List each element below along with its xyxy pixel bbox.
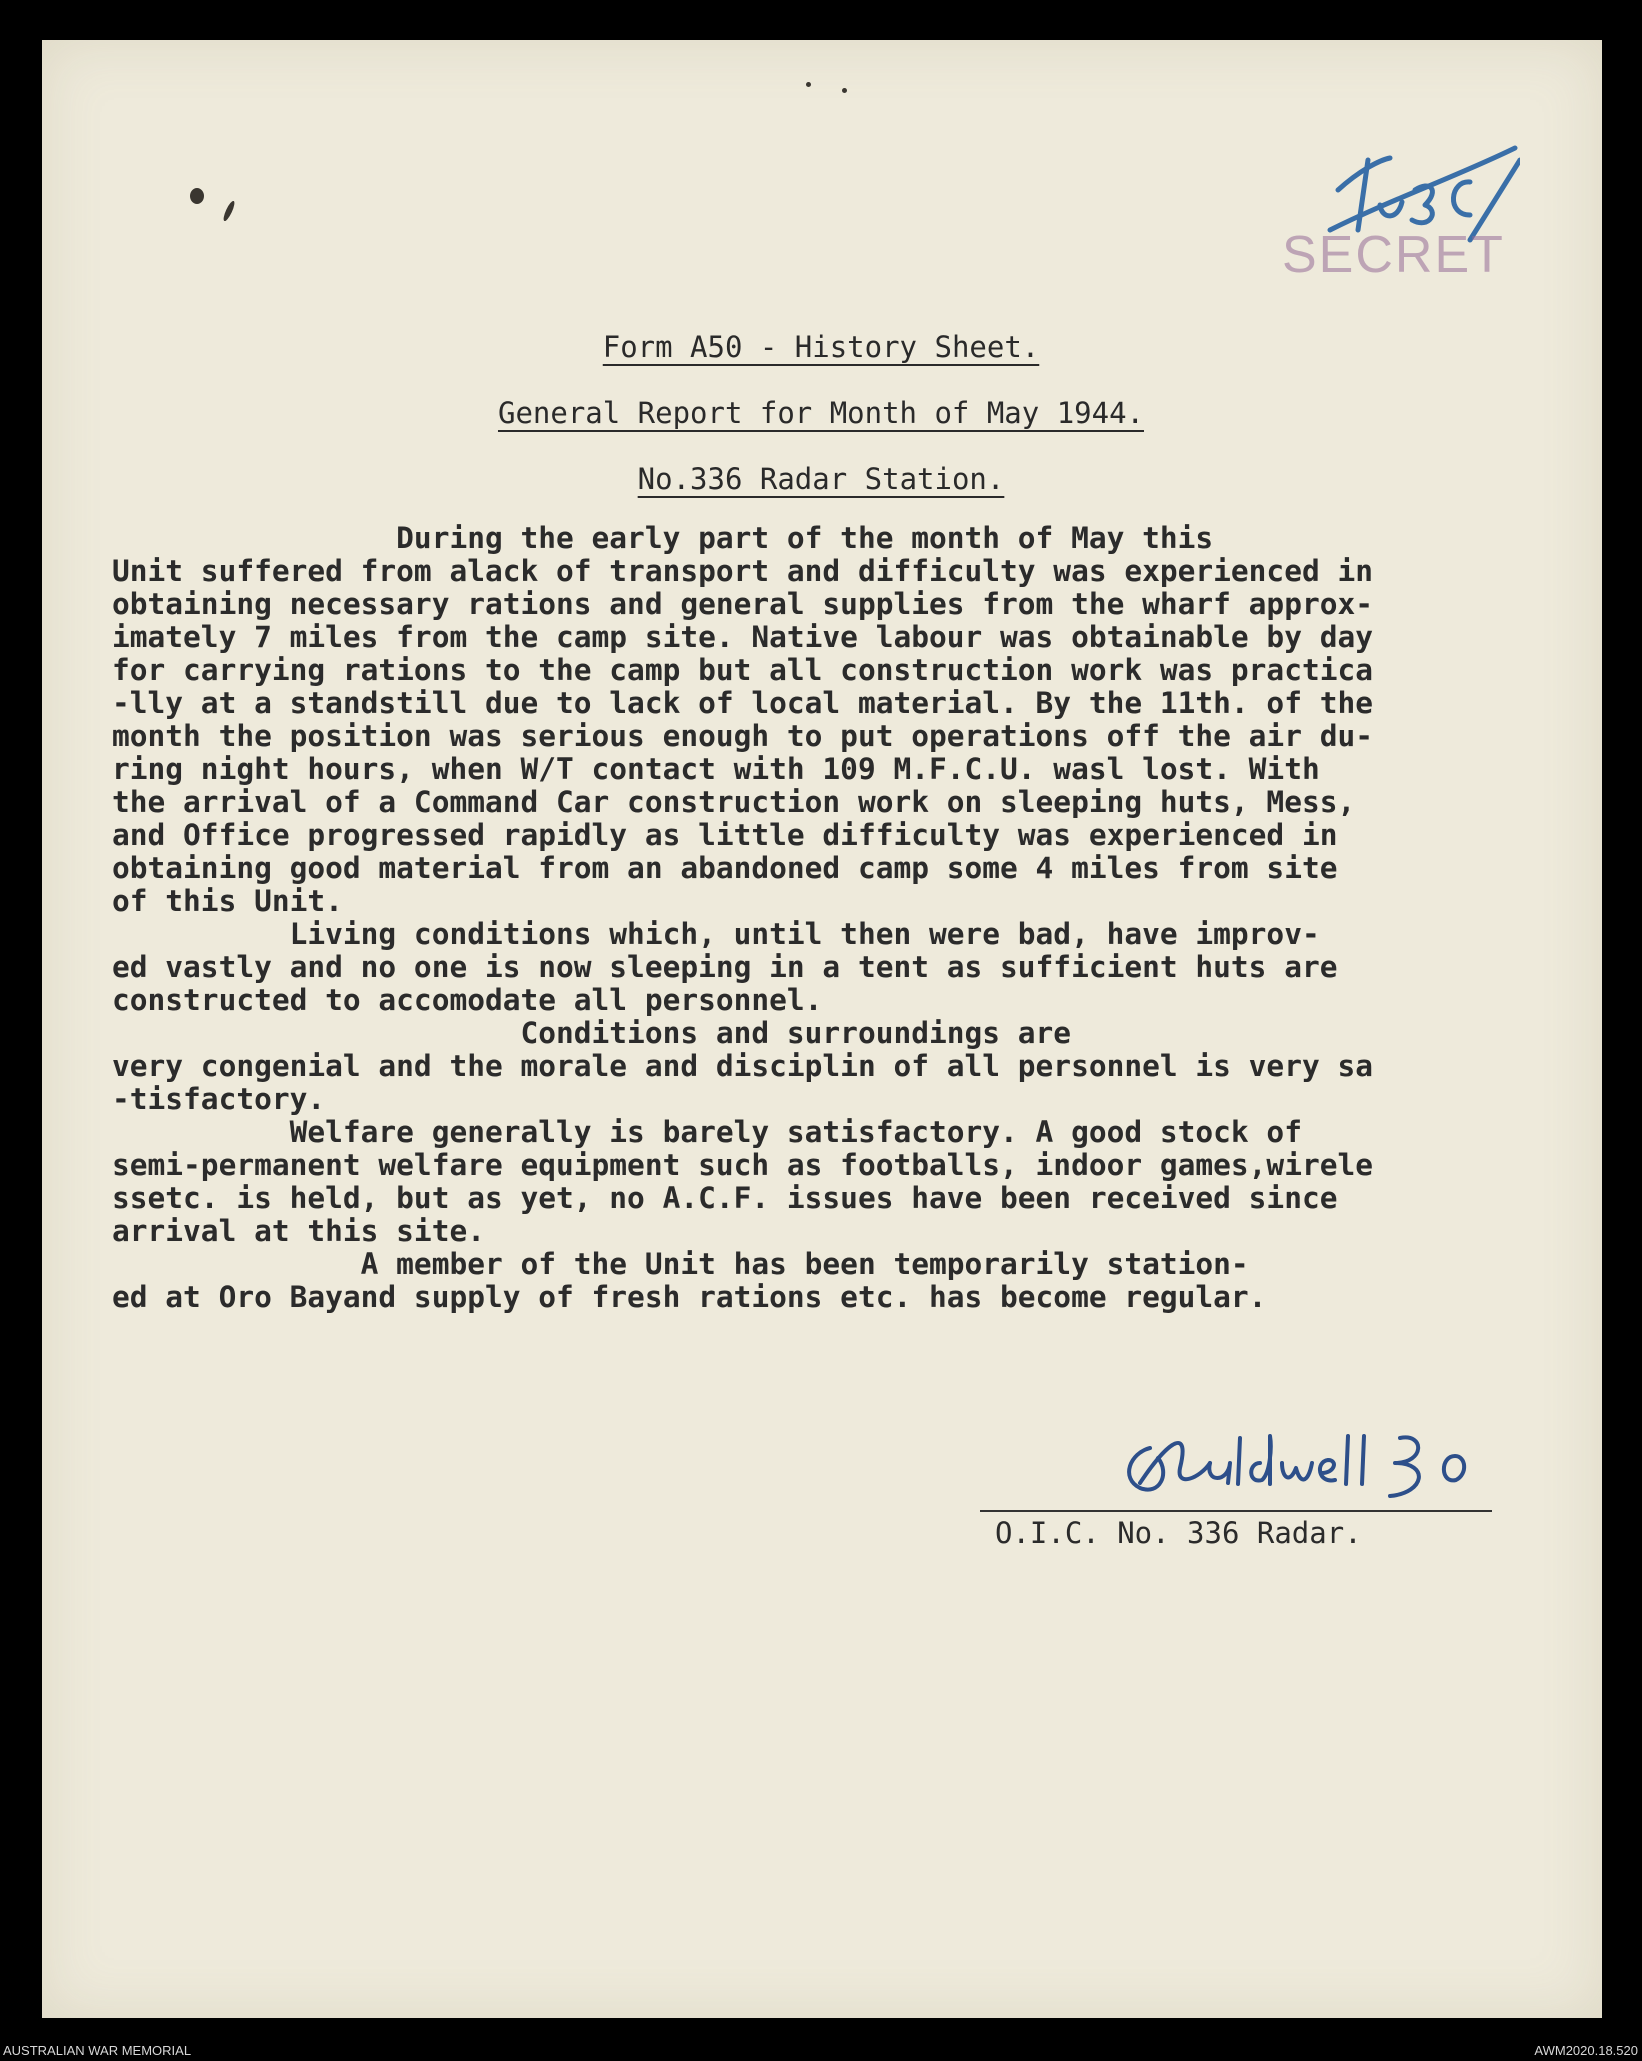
station-title: No.336 Radar Station. — [637, 462, 1005, 496]
text-line: and Office progressed rapidly as little difficulty was experienced in — [112, 818, 1338, 852]
text-line: A member of the Unit has been temporarily station- — [112, 1247, 1249, 1281]
text-line: obtaining good material from an abandoned camp some 4 miles from site — [112, 851, 1338, 885]
punch-hole — [222, 200, 237, 222]
text-line: ssetc. is held, but as yet, no A.C.F. issues have been received since — [112, 1181, 1338, 1215]
text-line: ring night hours, when W/T contact with 109 M.F.C.U. wasl lost. With — [112, 752, 1320, 786]
report-title: General Report for Month of May 1944. — [497, 396, 1144, 430]
text-line: the arrival of a Command Car construction work on sleeping huts, Mess, — [112, 785, 1356, 819]
punch-hole — [190, 188, 204, 204]
punch-hole — [842, 88, 847, 93]
text-line: -tisfactory. — [112, 1082, 326, 1116]
text-line: Unit suffered from alack of transport and difficulty was experienced in — [112, 554, 1373, 588]
text-line: ed at Oro Bayand supply of fresh rations etc. has become regular. — [112, 1280, 1267, 1314]
text-line: month the position was serious enough to put operations off the air du- — [112, 719, 1373, 753]
archive-label: AUSTRALIAN WAR MEMORIAL — [3, 2043, 192, 2058]
text-line: imately 7 miles from the camp site. Native labour was obtainable by day — [112, 620, 1373, 654]
text-line: Living conditions which, until then were bad, have improv- — [112, 917, 1320, 951]
form-title: Form A50 - History Sheet. — [602, 330, 1040, 364]
text-line: of this Unit. — [112, 884, 343, 918]
text-line: constructed to accomodate all personnel. — [112, 983, 823, 1017]
text-line: ed vastly and no one is now sleeping in a tent as sufficient huts are — [112, 950, 1338, 984]
secret-stamp: SECRET — [1282, 226, 1505, 284]
text-line: -lly at a standstill due to lack of local material. By the 11th. of the — [112, 686, 1373, 720]
text-line: obtaining necessary rations and general supplies from the wharf approx- — [112, 587, 1373, 621]
text-line: semi-permanent welfare equipment such as footballs, indoor games,wirele — [112, 1148, 1373, 1182]
handwritten-signature — [1110, 1418, 1480, 1508]
punch-hole — [806, 82, 811, 87]
text-line: for carrying rations to the camp but all construction work was practica — [112, 653, 1373, 687]
signature-line — [980, 1510, 1492, 1512]
text-line: very congenial and the morale and disciplin of all personnel is very sa — [112, 1049, 1373, 1083]
text-line: Conditions and surroundings are — [112, 1016, 1072, 1050]
archive-id: AWM2020.18.520 — [1534, 2043, 1638, 2058]
text-line: Welfare generally is barely satisfactory. A good stock of — [112, 1115, 1302, 1149]
text-line: arrival at this site. — [112, 1214, 485, 1248]
signature-caption: O.I.C. No. 336 Radar. — [995, 1516, 1362, 1550]
text-line: During the early part of the month of May this — [112, 521, 1214, 555]
